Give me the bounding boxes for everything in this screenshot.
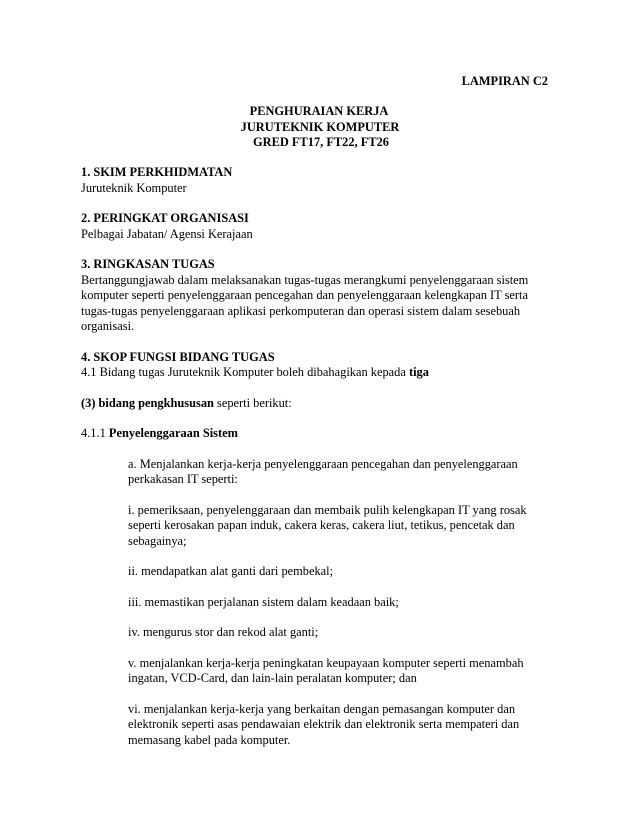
title-line-1: PENGHURAIAN KERJA xyxy=(249,104,389,118)
list-item-i: i. pemeriksaan, penyelenggaraan dan membaik pulih kelengkapan IT yang rosak seperti kerosakan papan induk, cakera keras, cakera liut, tetikus, pencetak dan sebagainya; xyxy=(128,502,527,548)
section-heading: 4. SKOP FUNGSI BIDANG TUGAS xyxy=(81,349,275,364)
section-ringkasan xyxy=(81,257,551,335)
annex-label: LAMPIRAN C2 xyxy=(461,74,548,88)
section-heading: 3. RINGKASAN TUGAS xyxy=(81,257,215,271)
section-text: Pelbagai Jabatan/ Agensi Kerajaan xyxy=(81,226,253,241)
list-item-iv: iv. mengurus stor dan rekod alat ganti; xyxy=(128,625,319,639)
subsection-number: 4.1.1 xyxy=(81,426,109,440)
paragraph-4-1 xyxy=(81,365,551,381)
paragraph-pengkhususan xyxy=(81,396,551,412)
subsection-title: Penyelenggaraan Sistem xyxy=(108,426,238,440)
section-skop xyxy=(81,350,551,749)
paragraph-bold: tiga xyxy=(408,365,429,379)
list-item-ii: ii. mendapatkan alat ganti dari pembekal; xyxy=(128,564,334,578)
document-body xyxy=(81,165,551,763)
list-item-a: a. Menjalankan kerja-kerja penyelenggaraan pencegahan dan penyelenggaraan perkakasan IT seperti: xyxy=(128,456,518,486)
section-skim xyxy=(81,165,551,196)
paragraph-text: 4.1 Bidang tugas Juruteknik Komputer boleh dibahagikan kepada xyxy=(81,365,409,379)
list-item-iii: iii. memastikan perjalanan sistem dalam keadaan baik; xyxy=(128,594,399,609)
list-item-v: v. menjalankan kerja-kerja peningkatan keupayaan komputer seperti menambah ingatan, VCD-Card, dan lain-lain peralatan komputer; dan xyxy=(128,655,524,685)
section-text: Bertanggungjawab dalam melaksanakan tugas-tugas merangkumi penyelenggaraan sistem komputer seperti penyelenggaraan pencegahan dan penyelenggaraan kelengkapan IT serta tugas-tugas penyelenggaraan aplikasi perkomputeran dan operasi sistem dalam sesebuah organisasi. xyxy=(81,272,529,333)
section-text: Juruteknik Komputer xyxy=(81,180,187,195)
paragraph-text: seperti berikut: xyxy=(213,395,292,410)
list-item-vi: vi. menjalankan kerja-kerja yang berkaitan dengan pemasangan komputer dan elektronik seperti asas pendawaian elektrik dan elektronik serta mempateri dan memasang kabel pada komputer. xyxy=(128,701,520,747)
section-peringkat xyxy=(81,211,551,242)
subsection-4-1-1 xyxy=(81,426,551,442)
document-title xyxy=(0,104,638,151)
section-heading: 2. PERINGKAT ORGANISASI xyxy=(81,211,249,225)
title-line-2: JURUTEKNIK KOMPUTER xyxy=(240,119,400,134)
title-line-3: GRED FT17, FT22, FT26 xyxy=(253,135,389,149)
section-heading: 1. SKIM PERKHIDMATAN xyxy=(81,165,233,179)
paragraph-bold: (3) bidang pengkhususan xyxy=(81,395,214,410)
